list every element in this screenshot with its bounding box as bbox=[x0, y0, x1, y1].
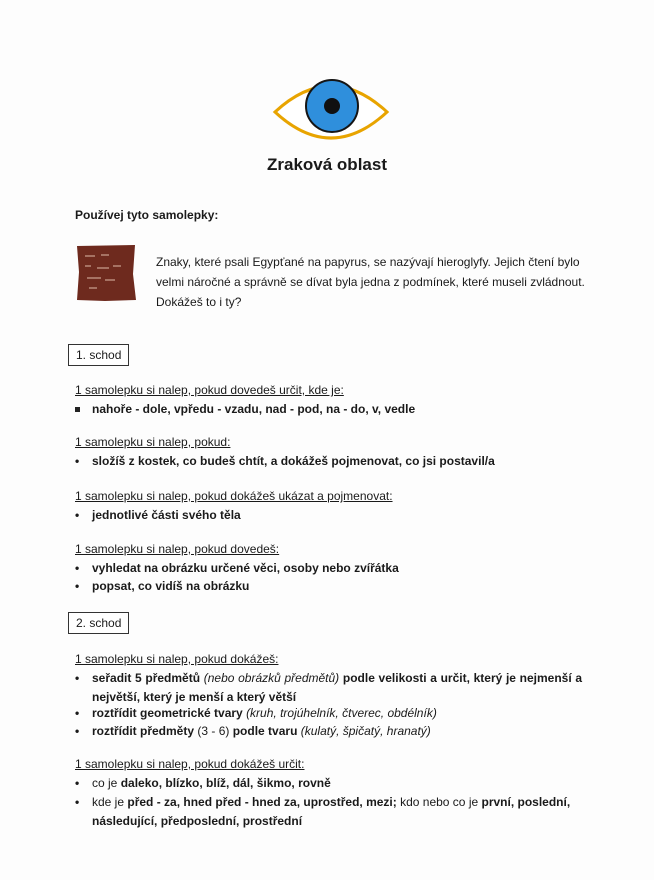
list-item: • kde je před - za, hned před - hned za, uprostřed, mezi; kdo nebo co je první, poslední, následující, předposlední, prostřední bbox=[75, 795, 571, 828]
step1-heading-4: 1 samolepku si nalep, pokud dovedeš: bbox=[75, 542, 280, 556]
list-item: nahoře - dole, vpředu - vzadu, nad - pod, na - do, v, vedle bbox=[92, 400, 415, 419]
list-item: • vyhledat na obrázku určené věci, osoby nebo zvířátka bbox=[75, 561, 399, 575]
step-1-label: 1. schod bbox=[68, 344, 129, 366]
list-item: • roztřídit geometrické tvary (kruh, trojúhelník, čtverec, obdélník) bbox=[75, 706, 437, 720]
list-item: • složíš z kostek, co budeš chtít, a dokážeš pojmenovat, co jsi postavil/a bbox=[75, 454, 495, 468]
list-item: • co je daleko, blízko, blíž, dál, šikmo, rovně bbox=[75, 776, 331, 790]
step2-heading-2: 1 samolepku si nalep, pokud dokážeš určit: bbox=[75, 757, 305, 771]
list-item: • popsat, co vidíš na obrázku bbox=[75, 579, 250, 593]
step1-heading-3: 1 samolepku si nalep, pokud dokážeš ukázat a pojmenovat: bbox=[75, 489, 393, 503]
list-item: • seřadit 5 předmětů (nebo obrázků předmětů) podle velikosti a určit, který je nejmenší a největší, který je menší a který větší bbox=[75, 671, 583, 704]
papyrus-icon bbox=[75, 244, 137, 302]
list-item: • jednotlivé části svého těla bbox=[75, 508, 241, 522]
intro-text: Znaky, které psali Egypťané na papyrus, se nazývají hieroglyfy. Jejich čtení bylo velmi náročné a správně se dívat byla jedna z podmínek, které museli zvládnout. Dokážeš to i ty? bbox=[156, 255, 585, 309]
page-title: Zraková oblast bbox=[267, 155, 387, 174]
list-item: • roztřídit předměty (3 - 6) podle tvaru (kulatý, špičatý, hranatý) bbox=[75, 724, 431, 738]
step1-heading-1: 1 samolepku si nalep, pokud dovedeš určit, kde je: bbox=[75, 383, 344, 397]
step2-heading-1: 1 samolepku si nalep, pokud dokážeš: bbox=[75, 652, 279, 666]
step-2-label: 2. schod bbox=[68, 612, 129, 634]
eye-icon bbox=[272, 68, 390, 154]
stickers-label: Používej tyto samolepky: bbox=[75, 208, 219, 222]
step1-heading-2: 1 samolepku si nalep, pokud: bbox=[75, 435, 231, 449]
